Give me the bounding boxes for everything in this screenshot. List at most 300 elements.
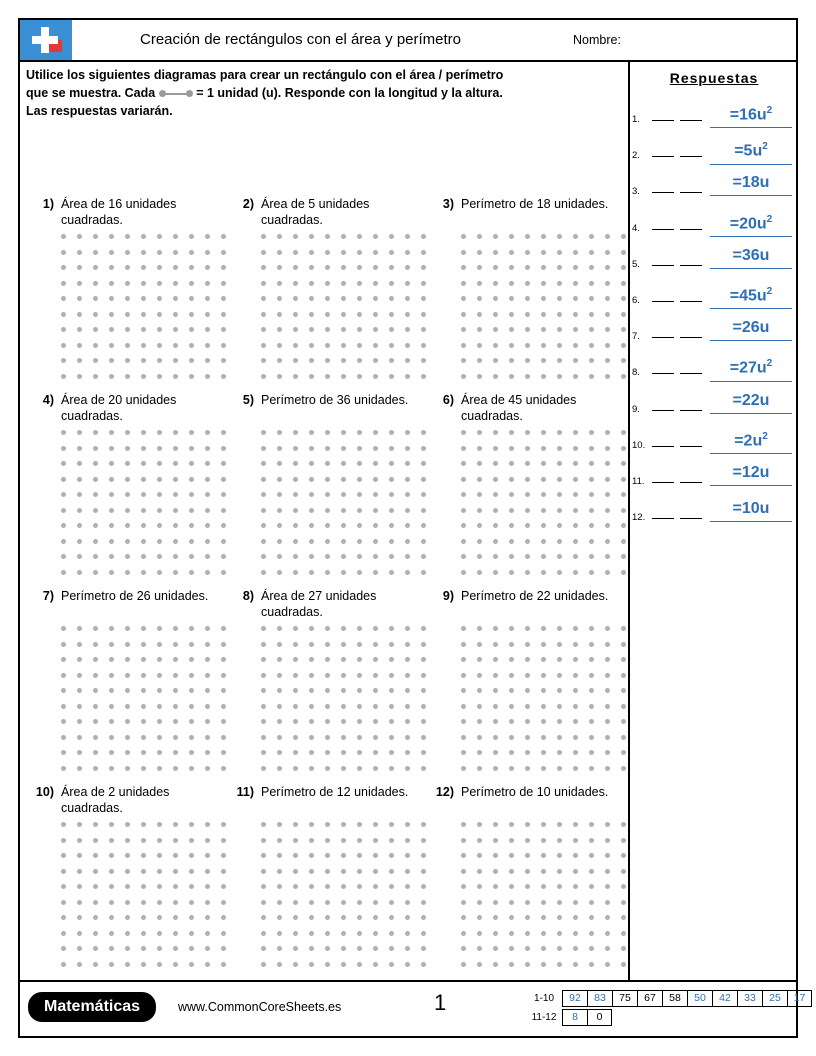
grid-dot — [125, 626, 130, 631]
answer-blank-height[interactable] — [680, 482, 702, 483]
grid-dot — [93, 430, 98, 435]
answer-blank-height[interactable] — [680, 265, 702, 266]
grid-dot — [173, 508, 178, 513]
answer-blank-height[interactable] — [680, 229, 702, 230]
answer-blank-height[interactable] — [680, 192, 702, 193]
grid-dot — [389, 766, 394, 771]
grid-dot — [557, 250, 562, 255]
grid-dot — [509, 838, 514, 843]
answer-value: $=45u^2$ — [710, 281, 792, 309]
answer-blank-height[interactable] — [680, 373, 702, 374]
grid-dot — [157, 931, 162, 936]
grid-dot — [309, 281, 314, 286]
grid-dot — [309, 884, 314, 889]
grid-dot — [509, 915, 514, 920]
grid-dot — [421, 838, 426, 843]
grid-dot — [309, 461, 314, 466]
grid-dot — [605, 358, 610, 363]
grid-dot — [557, 946, 562, 951]
grid-dot — [189, 900, 194, 905]
grid-dot — [341, 265, 346, 270]
grid-dot — [341, 673, 346, 678]
score-table — [526, 990, 812, 1026]
dot-grid[interactable] — [261, 822, 421, 964]
answer-blank-length[interactable] — [652, 229, 674, 230]
grid-dot — [261, 539, 266, 544]
grid-dot — [189, 750, 194, 755]
grid-dot — [605, 642, 610, 647]
grid-dot — [557, 704, 562, 709]
dot-grid[interactable] — [61, 626, 221, 768]
answer-blank-height[interactable] — [680, 446, 702, 447]
grid-dot — [157, 281, 162, 286]
grid-dot — [61, 374, 66, 379]
answer-blank-length[interactable] — [652, 337, 674, 338]
grid-dot — [493, 477, 498, 482]
grid-dot — [189, 250, 194, 255]
grid-dot — [125, 477, 130, 482]
grid-dot — [605, 554, 610, 559]
answer-blank-length[interactable] — [652, 446, 674, 447]
grid-dot — [541, 657, 546, 662]
grid-dot — [493, 554, 498, 559]
grid-dot — [341, 884, 346, 889]
grid-dot — [421, 704, 426, 709]
score-cell: 75 — [612, 990, 637, 1007]
grid-dot — [357, 962, 362, 967]
grid-dot — [557, 962, 562, 967]
grid-dot — [573, 900, 578, 905]
grid-dot — [293, 461, 298, 466]
grid-dot — [389, 838, 394, 843]
grid-dot — [205, 327, 210, 332]
grid-dot — [373, 343, 378, 348]
answer-blank-length[interactable] — [652, 192, 674, 193]
answer-blank-length[interactable] — [652, 482, 674, 483]
grid-dot — [125, 766, 130, 771]
grid-dot — [173, 946, 178, 951]
grid-dot — [357, 853, 362, 858]
grid-dot — [109, 884, 114, 889]
grid-dot — [293, 838, 298, 843]
answer-blank-height[interactable] — [680, 410, 702, 411]
grid-dot — [189, 570, 194, 575]
grid-dot — [541, 296, 546, 301]
grid-dot — [61, 281, 66, 286]
grid-dot — [573, 704, 578, 709]
problem-number: 8) — [242, 589, 254, 603]
grid-dot — [189, 642, 194, 647]
answer-value: $=5u^2$ — [710, 136, 792, 164]
grid-dot — [389, 374, 394, 379]
grid-dot — [389, 327, 394, 332]
grid-dot — [261, 358, 266, 363]
grid-dot — [293, 822, 298, 827]
grid-dot — [509, 250, 514, 255]
answer-blank-height[interactable] — [680, 337, 702, 338]
answer-blank-length[interactable] — [652, 301, 674, 302]
grid-dot — [93, 492, 98, 497]
grid-dot — [189, 946, 194, 951]
grid-dot — [557, 539, 562, 544]
grid-dot — [141, 554, 146, 559]
grid-dot — [261, 570, 266, 575]
score-cell: 67 — [637, 990, 662, 1007]
grid-dot — [309, 327, 314, 332]
answer-blank-length[interactable] — [652, 373, 674, 374]
grid-dot — [421, 374, 426, 379]
answer-blank-length[interactable] — [652, 156, 674, 157]
grid-dot — [525, 234, 530, 239]
grid-dot — [293, 250, 298, 255]
grid-dot — [477, 735, 482, 740]
grid-dot — [389, 281, 394, 286]
grid-dot — [221, 492, 226, 497]
grid-dot — [341, 766, 346, 771]
grid-dot — [125, 838, 130, 843]
grid-dot — [573, 962, 578, 967]
grid-dot — [589, 853, 594, 858]
grid-dot — [421, 358, 426, 363]
grid-dot — [621, 946, 626, 951]
grid-dot — [109, 570, 114, 575]
grid-dot — [357, 234, 362, 239]
grid-dot — [93, 673, 98, 678]
answer-value: =36u — [710, 245, 792, 269]
grid-dot — [589, 822, 594, 827]
grid-dot — [341, 900, 346, 905]
dot-grid[interactable] — [461, 822, 621, 964]
grid-dot — [325, 704, 330, 709]
grid-dot — [309, 766, 314, 771]
grid-dot — [461, 539, 466, 544]
grid-dot — [557, 446, 562, 451]
answer-blank-height[interactable] — [680, 120, 702, 121]
grid-dot — [477, 461, 482, 466]
grid-dot — [189, 838, 194, 843]
answer-index: 6. — [632, 294, 640, 306]
answer-index: 5. — [632, 258, 640, 270]
grid-dot — [341, 962, 346, 967]
grid-dot — [373, 570, 378, 575]
grid-dot — [461, 642, 466, 647]
grid-dot — [221, 508, 226, 513]
grid-dot — [493, 946, 498, 951]
grid-dot — [93, 657, 98, 662]
problem-number: 3) — [442, 197, 454, 211]
grid-dot — [157, 915, 162, 920]
dot-grid[interactable] — [261, 430, 421, 572]
grid-dot — [261, 962, 266, 967]
grid-dot — [173, 570, 178, 575]
grid-dot — [373, 446, 378, 451]
grid-dot — [461, 822, 466, 827]
grid-dot — [341, 642, 346, 647]
grid-dot — [173, 642, 178, 647]
grid-dot — [557, 570, 562, 575]
grid-dot — [389, 234, 394, 239]
grid-dot — [525, 281, 530, 286]
dot-grid[interactable] — [61, 822, 221, 964]
grid-dot — [405, 884, 410, 889]
problem-text: Área de 27 unidades cuadradas. — [261, 589, 377, 619]
grid-dot — [589, 477, 594, 482]
answer-blank-length[interactable] — [652, 410, 674, 411]
grid-dot — [173, 838, 178, 843]
grid-dot — [357, 554, 362, 559]
grid-dot — [589, 704, 594, 709]
grid-dot — [173, 822, 178, 827]
grid-dot — [93, 946, 98, 951]
grid-dot — [61, 626, 66, 631]
grid-dot — [389, 673, 394, 678]
grid-dot — [389, 688, 394, 693]
dot-grid[interactable] — [461, 430, 621, 572]
grid-dot — [125, 374, 130, 379]
problem-text: Área de 16 unidades cuadradas. — [61, 197, 177, 227]
grid-dot — [309, 822, 314, 827]
answer-value: =26u — [710, 317, 792, 341]
grid-dot — [573, 626, 578, 631]
grid-dot — [93, 915, 98, 920]
grid-dot — [405, 869, 410, 874]
grid-dot — [557, 719, 562, 724]
grid-dot — [525, 735, 530, 740]
problem-6 — [428, 392, 624, 572]
dot-grid[interactable] — [461, 234, 621, 376]
grid-dot — [461, 931, 466, 936]
grid-dot — [557, 688, 562, 693]
grid-dot — [573, 374, 578, 379]
answer-blank-height[interactable] — [680, 301, 702, 302]
problem-text: Perímetro de 12 unidades. — [261, 785, 409, 799]
grid-dot — [261, 704, 266, 709]
grid-dot — [405, 642, 410, 647]
grid-dot — [421, 626, 426, 631]
grid-dot — [205, 539, 210, 544]
grid-dot — [221, 704, 226, 709]
grid-dot — [325, 719, 330, 724]
grid-dot — [221, 735, 226, 740]
page-footer — [20, 980, 806, 1036]
grid-dot — [405, 838, 410, 843]
grid-dot — [509, 735, 514, 740]
grid-dot — [573, 766, 578, 771]
grid-dot — [405, 461, 410, 466]
grid-dot — [221, 265, 226, 270]
grid-dot — [373, 508, 378, 513]
answer-row — [632, 462, 796, 498]
grid-dot — [261, 446, 266, 451]
grid-dot — [389, 343, 394, 348]
grid-dot — [557, 296, 562, 301]
grid-dot — [125, 735, 130, 740]
grid-dot — [605, 508, 610, 513]
grid-dot — [341, 430, 346, 435]
grid-dot — [357, 704, 362, 709]
grid-dot — [277, 296, 282, 301]
grid-dot — [189, 673, 194, 678]
grid-dot — [477, 962, 482, 967]
grid-dot — [205, 626, 210, 631]
grid-dot — [309, 946, 314, 951]
grid-dot — [605, 343, 610, 348]
grid-dot — [421, 900, 426, 905]
grid-dot — [293, 673, 298, 678]
grid-dot — [573, 492, 578, 497]
grid-dot — [621, 962, 626, 967]
grid-dot — [405, 704, 410, 709]
grid-dot — [589, 461, 594, 466]
grid-dot — [309, 626, 314, 631]
grid-dot — [621, 296, 626, 301]
grid-dot — [293, 735, 298, 740]
grid-dot — [605, 838, 610, 843]
grid-dot — [173, 461, 178, 466]
answer-blank-height[interactable] — [680, 518, 702, 519]
answer-blank-length[interactable] — [652, 265, 674, 266]
grid-dot — [277, 626, 282, 631]
grid-dot — [589, 327, 594, 332]
grid-dot — [189, 446, 194, 451]
grid-dot — [109, 962, 114, 967]
grid-dot — [173, 869, 178, 874]
grid-dot — [325, 900, 330, 905]
answer-blank-height[interactable] — [680, 156, 702, 157]
answer-blank-length[interactable] — [652, 120, 674, 121]
grid-dot — [373, 358, 378, 363]
dot-grid[interactable] — [261, 234, 421, 376]
grid-dot — [61, 931, 66, 936]
grid-dot — [61, 838, 66, 843]
grid-dot — [157, 853, 162, 858]
grid-dot — [541, 626, 546, 631]
grid-dot — [477, 931, 482, 936]
grid-dot — [461, 750, 466, 755]
answer-blank-length[interactable] — [652, 518, 674, 519]
grid-dot — [173, 492, 178, 497]
grid-dot — [493, 234, 498, 239]
grid-dot — [109, 508, 114, 513]
grid-dot — [173, 312, 178, 317]
grid-dot — [509, 626, 514, 631]
grid-dot — [357, 946, 362, 951]
grid-dot — [221, 296, 226, 301]
grid-dot — [261, 343, 266, 348]
subject-badge: Matemáticas — [28, 992, 156, 1022]
grid-dot — [493, 853, 498, 858]
grid-dot — [189, 688, 194, 693]
score-cell: 17 — [787, 990, 812, 1007]
grid-dot — [277, 657, 282, 662]
grid-dot — [189, 374, 194, 379]
grid-dot — [357, 296, 362, 301]
grid-dot — [509, 265, 514, 270]
grid-dot — [293, 900, 298, 905]
grid-dot — [621, 750, 626, 755]
grid-dot — [357, 688, 362, 693]
dot-grid[interactable] — [61, 234, 221, 376]
grid-dot — [125, 570, 130, 575]
grid-dot — [589, 430, 594, 435]
grid-dot — [205, 281, 210, 286]
grid-dot — [325, 358, 330, 363]
grid-dot — [109, 735, 114, 740]
grid-dot — [141, 312, 146, 317]
grid-dot — [493, 296, 498, 301]
problem-7 — [28, 588, 224, 768]
grid-dot — [93, 931, 98, 936]
problem-number: 10) — [35, 785, 54, 799]
grid-dot — [173, 673, 178, 678]
grid-dot — [477, 704, 482, 709]
grid-dot — [277, 642, 282, 647]
dot-grid[interactable] — [461, 626, 621, 768]
answer-row — [632, 172, 796, 208]
grid-dot — [589, 539, 594, 544]
grid-dot — [325, 946, 330, 951]
dot-grid[interactable] — [261, 626, 421, 768]
grid-dot — [125, 822, 130, 827]
dot-grid[interactable] — [61, 430, 221, 572]
grid-dot — [341, 281, 346, 286]
grid-dot — [621, 838, 626, 843]
grid-dot — [493, 343, 498, 348]
grid-dot — [421, 508, 426, 513]
grid-dot — [157, 374, 162, 379]
grid-dot — [77, 312, 82, 317]
grid-dot — [477, 853, 482, 858]
grid-dot — [141, 492, 146, 497]
grid-dot — [61, 523, 66, 528]
grid-dot — [493, 570, 498, 575]
grid-dot — [421, 642, 426, 647]
grid-dot — [621, 477, 626, 482]
answer-value: =12u — [710, 462, 792, 486]
grid-dot — [221, 343, 226, 348]
instructions-line-3: Las respuestas variarán. — [26, 104, 173, 118]
grid-dot — [357, 358, 362, 363]
grid-dot — [541, 343, 546, 348]
grid-dot — [589, 554, 594, 559]
logo — [20, 20, 72, 60]
grid-dot — [421, 250, 426, 255]
grid-dot — [493, 915, 498, 920]
grid-dot — [77, 946, 82, 951]
grid-dot — [261, 838, 266, 843]
grid-dot — [373, 312, 378, 317]
grid-dot — [141, 570, 146, 575]
grid-dot — [605, 492, 610, 497]
grid-dot — [61, 822, 66, 827]
grid-dot — [557, 853, 562, 858]
grid-dot — [605, 281, 610, 286]
grid-dot — [221, 626, 226, 631]
grid-dot — [605, 884, 610, 889]
grid-dot — [477, 688, 482, 693]
grid-dot — [421, 477, 426, 482]
grid-dot — [461, 915, 466, 920]
grid-dot — [621, 884, 626, 889]
grid-dot — [341, 554, 346, 559]
grid-dot — [357, 838, 362, 843]
grid-dot — [93, 374, 98, 379]
problem-number: 7) — [42, 589, 54, 603]
grid-dot — [477, 234, 482, 239]
answer-index: 9. — [632, 403, 640, 415]
grid-dot — [525, 766, 530, 771]
grid-dot — [325, 250, 330, 255]
